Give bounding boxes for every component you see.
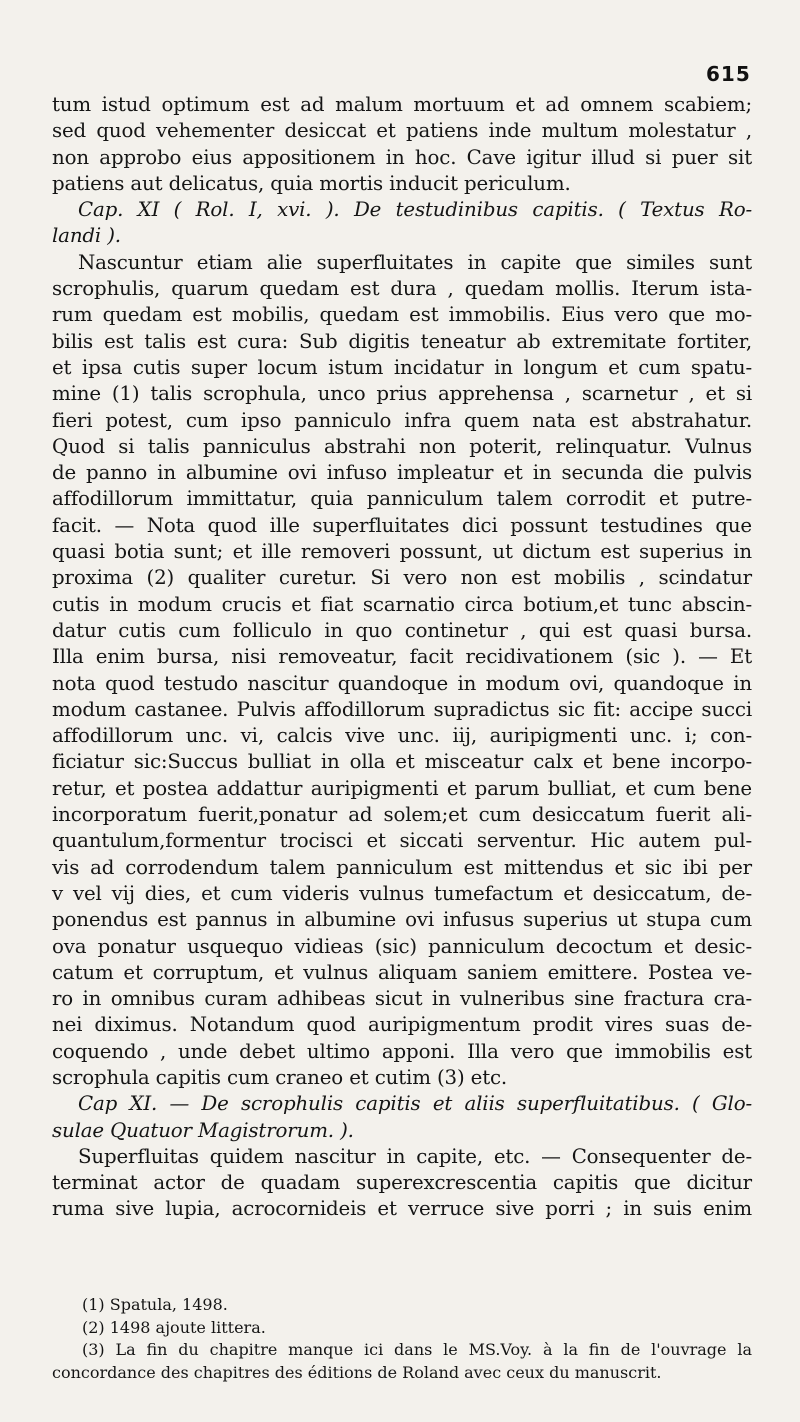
body-line: sed quod vehementer desiccat et patiens inde multum molestatur ,: [52, 119, 752, 143]
body-line: fieri potest, cum ipso panniculo infra quem nata est abstrahatur.: [52, 408, 752, 432]
body-line: ponendus est pannus in albumine ovi infusus superius ut stupa cum: [52, 908, 752, 932]
body-line: affodillorum unc. vi, calcis vive unc. iij, auripigmenti unc. i; con-: [52, 724, 752, 748]
body-line: quantulum,formentur trocisci et siccati serventur. Hic autem pul-: [52, 829, 752, 853]
footnotes: [52, 1294, 752, 1384]
body-line: datur cutis cum folliculo in quo continetur , qui est quasi bursa.: [52, 618, 752, 642]
body-line: cutis in modum crucis et fiat scarnatio circa botium,et tunc abscin-: [52, 592, 752, 616]
body-line: ova ponatur usquequo vidieas (sic) panniculum decoctum et desic-: [52, 934, 752, 958]
body-line: rum quedam est mobilis, quedam est immobilis. Eius vero que mo-: [52, 303, 752, 327]
footnote: (3) La fin du chapitre manque ici dans le MS.Voy. à la fin de l'ouvrage la: [82, 1340, 752, 1360]
chapter-heading-line: sulae Quatuor Magistrorum. ).: [52, 1118, 354, 1142]
body-line: ruma sive lupia, acrocornideis et verruce sive porri ; in suis enim: [52, 1197, 752, 1221]
body-line: catum et corruptum, et vulnus aliquam saniem emittere. Postea ve-: [52, 960, 752, 984]
body-line: retur, et postea addattur auripigmenti et parum bulliat, et cum bene: [52, 776, 752, 800]
footnote: (2) 1498 ajoute littera.: [82, 1317, 266, 1337]
body-line: v vel vij dies, et cum videris vulnus tumefactum et desiccatum, de-: [52, 881, 752, 905]
body-line: Nascuntur etiam alie superfluitates in capite que similes sunt: [78, 250, 752, 274]
body-line: ficiatur sic:Succus bulliat in olla et misceatur calx et bene incorpo-: [52, 750, 752, 774]
body-line: vis ad corrodendum talem panniculum est mittendus et sic ibi per: [52, 855, 752, 879]
body-line: nota quod testudo nascitur quandoque in modum ovi, quandoque in: [52, 671, 752, 695]
body-line: terminat actor de quadam superexcrescentia capitis que dicitur: [52, 1171, 752, 1195]
body-line: coquendo , unde debet ultimo apponi. Illa vero que immobilis est: [52, 1039, 752, 1063]
body-line: quasi botia sunt; et ille removeri possunt, ut dictum est superius in: [52, 540, 752, 564]
body-line: mine (1) talis scrophula, unco prius apprehensa , scarnetur , et si: [52, 382, 752, 406]
chapter-heading-line: landi ).: [52, 224, 121, 248]
body-line: incorporatum fuerit,ponatur ad solem;et cum desiccatum fuerit ali-: [52, 803, 752, 827]
body-line: bilis est talis est cura: Sub digitis teneatur ab extremitate fortiter,: [52, 329, 752, 353]
body-text: [52, 92, 752, 1223]
body-line: facit. — Nota quod ille superfluitates dici possunt testudines que: [52, 513, 752, 537]
body-line: scrophulis, quarum quedam est dura , quedam mollis. Iterum ista-: [52, 277, 752, 301]
chapter-heading-line: Cap. XI ( Rol. I, xvi. ). De testudinibus capitis. ( Textus Ro-: [78, 198, 752, 222]
footnote: (1) Spatula, 1498.: [82, 1295, 228, 1314]
body-line: Quod si talis panniculus abstrahi non poterit, relinquatur. Vulnus: [52, 434, 752, 458]
footnote: concordance des chapitres des éditions de Roland avec ceux du manuscrit.: [52, 1362, 662, 1382]
page-number: 615: [706, 62, 751, 86]
body-line: non approbo eius appositionem in hoc. Cave igitur illud si puer sit: [52, 145, 752, 169]
body-line: modum castanee. Pulvis affodillorum supradictus sic fit: accipe succi: [52, 697, 752, 721]
body-line: de panno in albumine ovi infuso impleatur et in secunda die pulvis: [52, 461, 752, 485]
body-line: nei diximus. Notandum quod auripigmentum prodit vires suas de-: [52, 1013, 752, 1037]
body-line: scrophula capitis cum craneo et cutim (3) etc.: [52, 1065, 508, 1089]
chapter-heading-line: Cap XI. — De scrophulis capitis et aliis superfluitatibus. ( Glo-: [78, 1092, 752, 1116]
body-line: et ipsa cutis super locum istum incidatur in longum et cum spatu-: [52, 355, 752, 379]
body-line: tum istud optimum est ad malum mortuum et ad omnem scabiem;: [52, 93, 752, 116]
body-line: Superfluitas quidem nascitur in capite, etc. — Consequenter de-: [78, 1144, 752, 1168]
body-line: Illa enim bursa, nisi removeatur, facit recidivationem (sic ). — Et: [52, 645, 752, 669]
body-line: affodillorum immittatur, quia panniculum talem corrodit et putre-: [52, 487, 752, 511]
body-line: ro in omnibus curam adhibeas sicut in vulneribus sine fractura cra-: [52, 987, 752, 1011]
body-line: proxima (2) qualiter curetur. Si vero non est mobilis , scindatur: [52, 566, 752, 590]
body-line: patiens aut delicatus, quia mortis inducit periculum.: [52, 171, 571, 195]
